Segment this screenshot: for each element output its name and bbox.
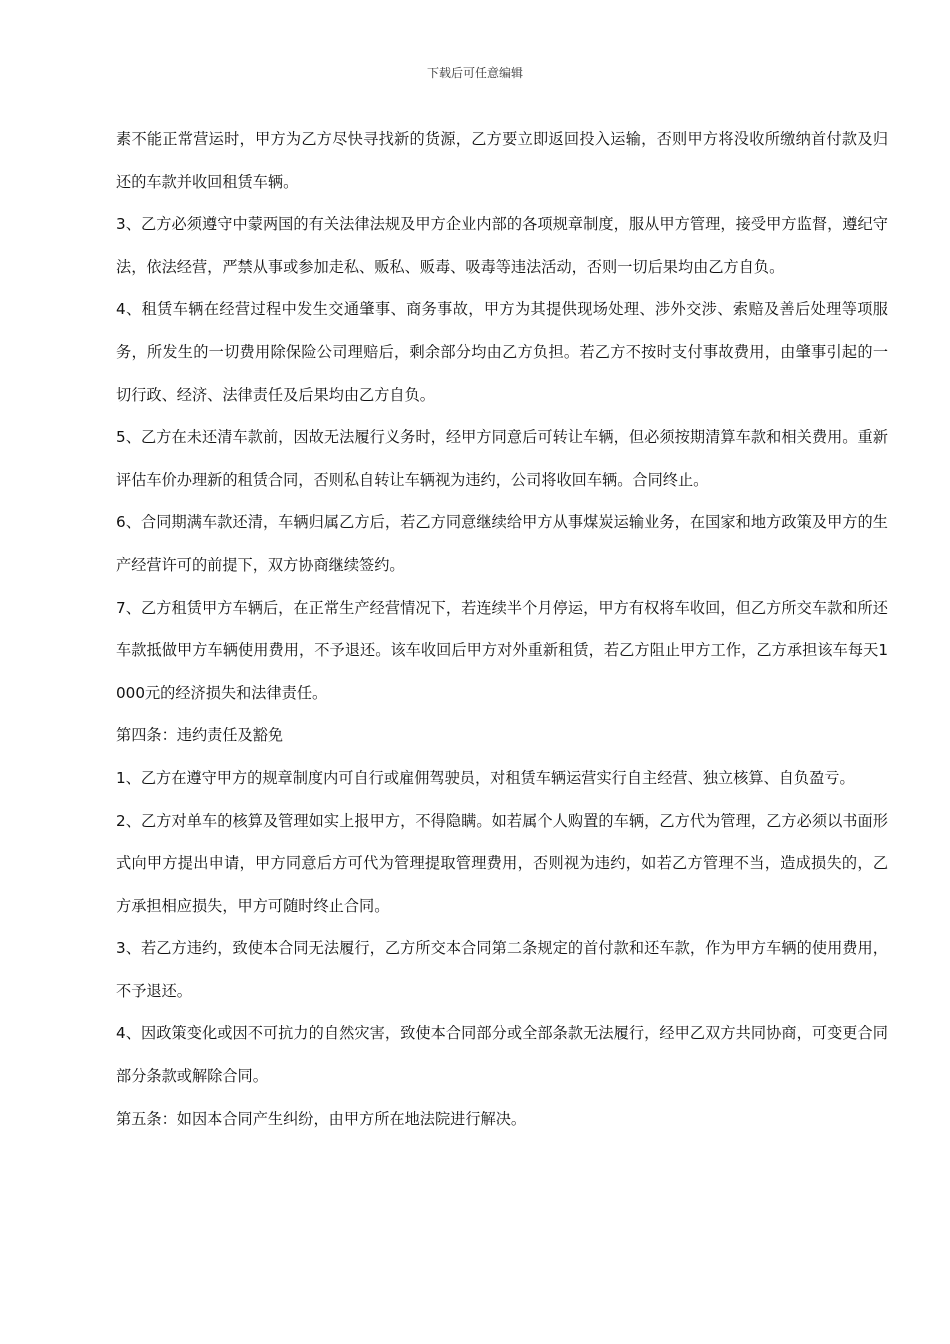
article-4-heading: 第四条：违约责任及豁免 xyxy=(116,726,284,745)
clause-4-accidents: 4、租赁车辆在经营过程中发生交通肇事、商务事故，甲方为其提供现场处理、涉外交涉、索赔及善后处理等项服务，所发生的一切费用除保险公司理赔后，剩余部分均由乙方负担。若乙方不按时支付事故费用，由肇事引起的一切行政、经济、法律责任及后果均由乙方自负。 xyxy=(116,300,888,404)
article-4-item-1: 1、乙方在遵守甲方的规章制度内可自行或雇佣驾驶员，对租赁车辆运营实行自主经营、独立核算、自负盈亏。 xyxy=(116,768,855,787)
article-4-item-4: 4、因政策变化或因不可抗力的自然灾害，致使本合同部分或全部条款无法履行，经甲乙双方共同协商，可变更合同部分条款或解除合同。 xyxy=(116,1024,888,1086)
clause-3-compliance: 3、乙方必须遵守中蒙两国的有关法律法规及甲方企业内部的各项规章制度，服从甲方管理，接受甲方监督，遵纪守法，依法经营，严禁从事或参加走私、贩私、贩毒、吸毒等违法活动，否则一切后果均由乙方自负。 xyxy=(116,215,888,276)
clause-6-renewal: 6、合同期满车款还清，车辆归属乙方后，若乙方同意继续给甲方从事煤炭运输业务，在国家和地方政策及甲方的生产经营许可的前提下，双方协商继续签约。 xyxy=(116,513,888,574)
article-4-item-3: 3、若乙方违约，致使本合同无法履行，乙方所交本合同第二条规定的首付款和还车款，作为甲方车辆的使用费用，不予退还。 xyxy=(116,939,888,1000)
paragraph-continuation: 素不能正常营运时，甲方为乙方尽快寻找新的货源，乙方要立即返回投入运输，否则甲方将没收所缴纳首付款及归还的车款并收回租赁车辆。 xyxy=(116,130,888,191)
clause-5-transfer: 5、乙方在未还清车款前，因故无法履行义务时，经甲方同意后可转让车辆，但必须按期清算车款和相关费用。重新评估车价办理新的租赁合同，否则私自转让车辆视为违约，公司将收回车辆。合同终止。 xyxy=(116,428,888,489)
page-header-note: 下载后可任意编辑 xyxy=(426,66,523,80)
document-body xyxy=(116,118,888,1140)
article-4-item-2: 2、乙方对单车的核算及管理如实上报甲方，不得隐瞒。如若属个人购置的车辆，乙方代为管理，乙方必须以书面形式向甲方提出申请，甲方同意后方可代为管理提取管理费用，否则视为违约，如若乙方管理不当，造成损失的，乙方承担相应损失，甲方可随时终止合同。 xyxy=(116,811,888,915)
article-5-disputes: 第五条：如因本合同产生纠纷，由甲方所在地法院进行解决。 xyxy=(116,1109,527,1128)
clause-7-suspension: 7、乙方租赁甲方车辆后，在正常生产经营情况下，若连续半个月停运，甲方有权将车收回，但乙方所交车款和所还车款抵做甲方车辆使用费用，不予退还。该车收回后甲方对外重新租赁，若乙方阻止甲方工作，乙方承担该车每天1000元的经济损失和法律责任。 xyxy=(116,598,888,702)
